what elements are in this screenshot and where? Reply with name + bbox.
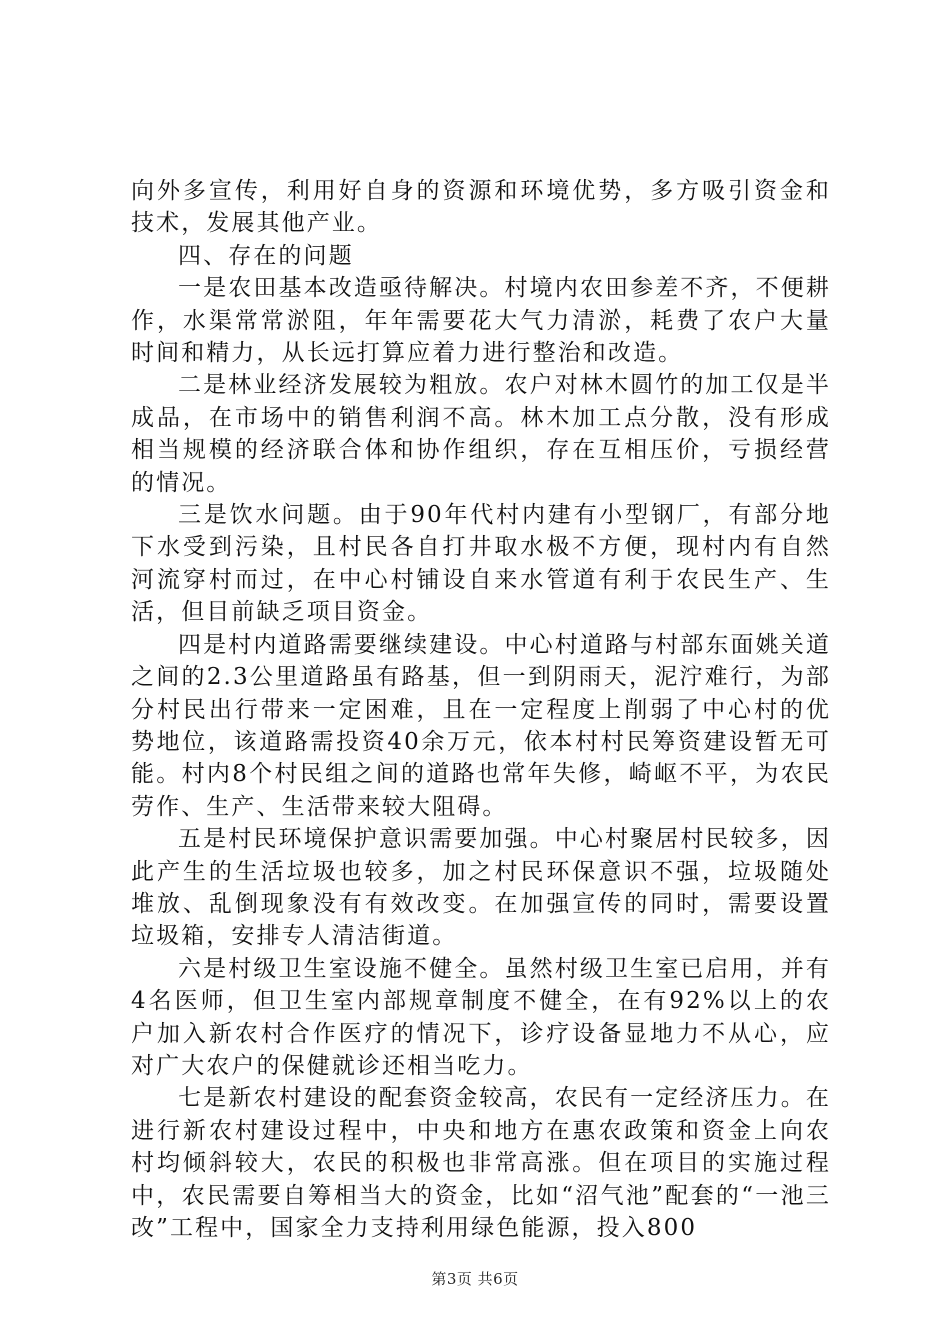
paragraph-roads: 四是村内道路需要继续建设。中心村道路与村部东面姚关道之间的2.3公里道路虽有路基，但一到阴雨天，泥泞难行，为部分村民出行带来一定困难，且在一定程度上削弱了中心村的优势地位，该道路需投资40余万元，依本村村民筹资建设暂无可能。村内8个村民组之间的道路也常年失修，崎岖不平，为农民劳作、生产、生活带来较大阻碍。 xyxy=(131,631,831,820)
paragraph-water: 三是饮水问题。由于90年代村内建有小型钢厂，有部分地下水受到污染，且村民各自打井取水极不方便，现村内有自然河流穿村而过，在中心村铺设自来水管道有利于农民生产、生活，但目前缺乏项目资金。 xyxy=(131,502,831,626)
section-heading: 四、存在的问题 xyxy=(178,242,354,269)
paragraph-environment: 五是村民环境保护意识需要加强。中心村聚居村民较多，因此产生的生活垃圾也较多，加之村民环保意识不强，垃圾随处堆放、乱倒现象没有有效改变。在加强宣传的同时，需要设置垃圾箱，安排专人清洁街道。 xyxy=(131,826,831,950)
page-number-footer: 第3页 共6页 xyxy=(431,1270,519,1288)
paragraph-funding: 七是新农村建设的配套资金较高，农民有一定经济压力。在进行新农村建设过程中，中央和地方在惠农政策和资金上向农村均倾斜较大，农民的积极也非常高涨。但在项目的实施过程中，农民需要自筹相当大的资金，比如“沼气池”配套的“一池三改”工程中，国家全力支持利用绿色能源，投入800 xyxy=(131,1085,831,1241)
paragraph-forestry: 二是林业经济发展较为粗放。农户对林木圆竹的加工仅是半成品，在市场中的销售利润不高。林木加工点分散，没有形成相当规模的经济联合体和协作组织，存在互相压价，亏损经营的情况。 xyxy=(131,372,831,496)
paragraph-clinic: 六是村级卫生室设施不健全。虽然村级卫生室已启用，并有4名医师，但卫生室内部规章制度不健全，在有92%以上的农户加入新农村合作医疗的情况下，诊疗设备显地力不从心，应对广大农户的保健就诊还相当吃力。 xyxy=(131,955,831,1079)
paragraph-farmland: 一是农田基本改造亟待解决。村境内农田参差不齐，不便耕作，水渠常常淤阻，年年需要花大气力清淤，耗费了农户大量时间和精力，从长远打算应着力进行整治和改造。 xyxy=(131,275,831,367)
document-body xyxy=(131,175,831,1244)
paragraph-continuation: 向外多宣传，利用好自身的资源和环境优势，多方吸引资金和技术，发展其他产业。 xyxy=(131,178,831,237)
